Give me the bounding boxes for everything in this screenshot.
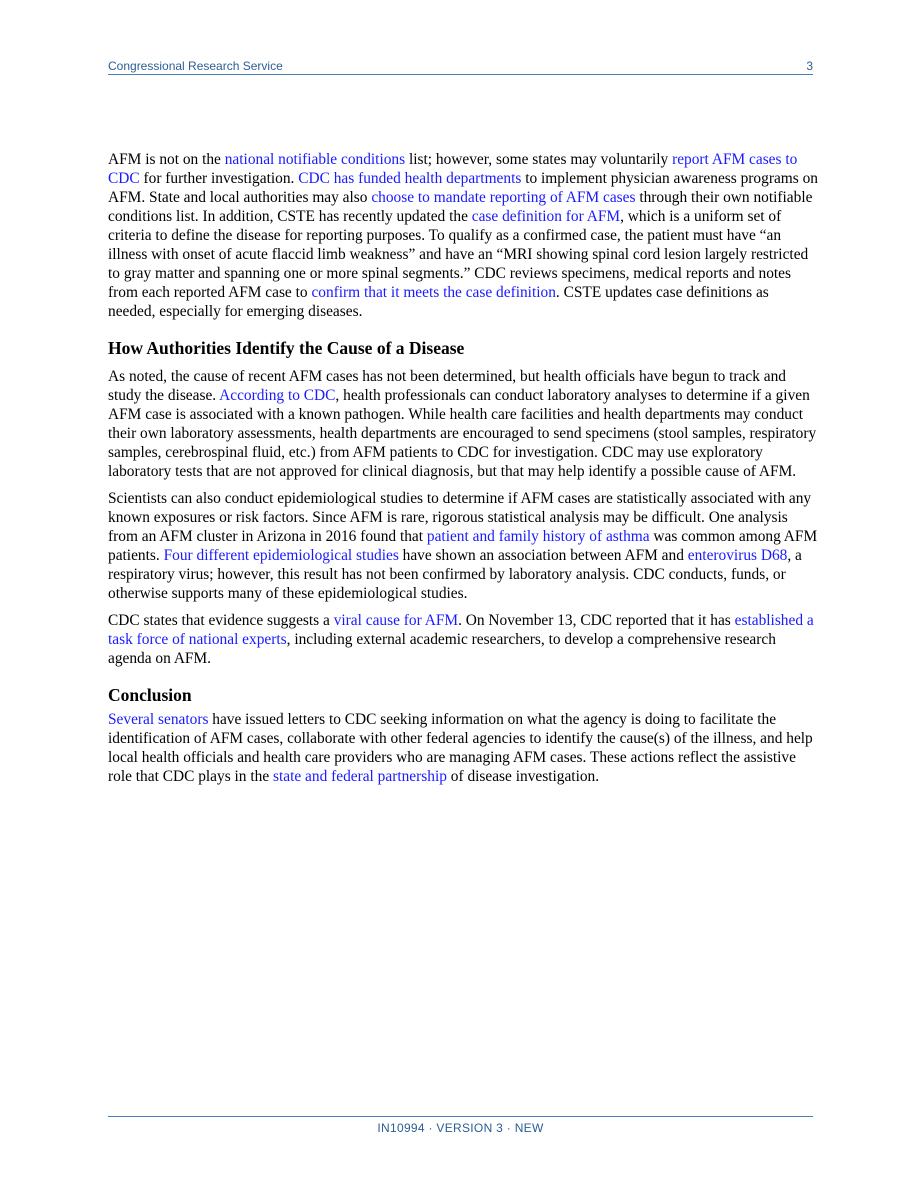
text-run: Scientists can also conduct epidemiological studies to determine if AFM cases are statistically associated with any known exposures or risk factors. Since AFM is rare, rigorous statistical analysis may be difficult. One analysis from an AFM cluster in Arizona in 2016 found that	[108, 490, 812, 545]
link-confirm-case-definition[interactable]: confirm that it meets the case definition	[311, 284, 556, 301]
paragraph-conclusion	[108, 710, 818, 786]
text-run: have issued letters to CDC seeking information on what the agency is doing to facilitate the identification of AFM cases, collaborate with other federal agencies to identify the cause(s) of the illness, and help local health officials and health care providers who are managing AFM cases. These actions reflect the assistive role that CDC plays in the	[108, 711, 813, 785]
link-cdc-funded-health-departments[interactable]: CDC has funded health departments	[298, 170, 522, 187]
header-page-number: 3	[806, 59, 813, 73]
text-run: CDC states that evidence suggests a	[108, 612, 334, 629]
text-run: to implement physician awareness programs on AFM. State and local authorities may also	[108, 170, 818, 206]
link-report-afm-cases[interactable]: report AFM cases to CDC	[108, 151, 798, 187]
link-case-definition[interactable]: case definition for AFM	[471, 208, 621, 225]
link-task-force[interactable]: established a task force of national experts	[108, 612, 814, 648]
link-viral-cause[interactable]: viral cause for AFM	[333, 612, 459, 629]
text-run: list; however, some states may voluntarily	[405, 151, 673, 168]
page-footer: IN10994 · VERSION 3 · NEW	[108, 1116, 813, 1135]
text-run: for further investigation.	[139, 170, 299, 187]
text-run: , a respiratory virus; however, this result has not been confirmed by laboratory analysis. CDC conducts, funds, or otherwise supports many of these epidemiological studies.	[108, 547, 802, 602]
page-header	[108, 58, 813, 75]
link-national-notifiable-conditions[interactable]: national notifiable conditions	[224, 151, 406, 168]
text-run: . On November 13, CDC reported that it has	[458, 612, 735, 629]
text-run: , health professionals can conduct laboratory analyses to determine if a given AFM case is associated with a known pathogen. While health care facilities and health departments may conduct their own laboratory assessments, health departments are encouraged to send specimens (stool samples, respiratory samples, cerebrospinal fluid, etc.) from AFM patients to CDC for investigation. CDC may use exploratory laboratory tests that are not approved for clinical diagnosis, but that may help identify a possible cause of AFM.	[108, 387, 817, 480]
link-according-to-cdc[interactable]: According to CDC	[219, 387, 336, 404]
text-run: have shown an association between AFM and	[398, 547, 688, 564]
header-publisher: Congressional Research Service	[108, 59, 283, 73]
paragraph-lab-analyses	[108, 367, 818, 481]
text-run: AFM is not on the	[108, 151, 225, 168]
link-four-studies[interactable]: Four different epidemiological studies	[163, 547, 399, 564]
paragraph-afm-reporting	[108, 150, 818, 321]
link-enterovirus-d68[interactable]: enterovirus D68	[687, 547, 788, 564]
text-run: As noted, the cause of recent AFM cases has not been determined, but health officials have begun to track and study the disease.	[108, 368, 786, 404]
text-run: , which is a uniform set of criteria to define the disease for reporting purposes. To qualify as a confirmed case, the patient must have “an illness with onset of acute flaccid limb weakness” and have an “MRI showing spinal cord lesion largely restricted to gray matter and spanning one or more spinal segments.” CDC reviews specimens, medical reports and notes from each reported AFM case to	[108, 208, 809, 301]
paragraph-viral-cause	[108, 611, 818, 668]
paragraph-epidemiological-studies	[108, 489, 818, 603]
link-asthma-history[interactable]: patient and family history of asthma	[426, 528, 650, 545]
link-mandate-reporting[interactable]: choose to mandate reporting of AFM cases	[371, 189, 636, 206]
document-body	[108, 150, 818, 794]
link-state-federal-partnership[interactable]: state and federal partnership	[273, 768, 447, 785]
section-heading-cause: How Authorities Identify the Cause of a Disease	[108, 338, 465, 358]
text-run: through their own notifiable conditions list. In addition, CSTE has recently updated the	[108, 189, 813, 225]
link-several-senators[interactable]: Several senators	[108, 711, 209, 728]
section-heading-conclusion: Conclusion	[108, 685, 192, 705]
text-run: was common among AFM patients.	[108, 528, 818, 564]
text-run: of disease investigation.	[446, 768, 600, 785]
text-run: , including external academic researchers, to develop a comprehensive research agenda on AFM.	[108, 631, 776, 667]
text-run: . CSTE updates case definitions as needed, especially for emerging diseases.	[108, 284, 769, 320]
